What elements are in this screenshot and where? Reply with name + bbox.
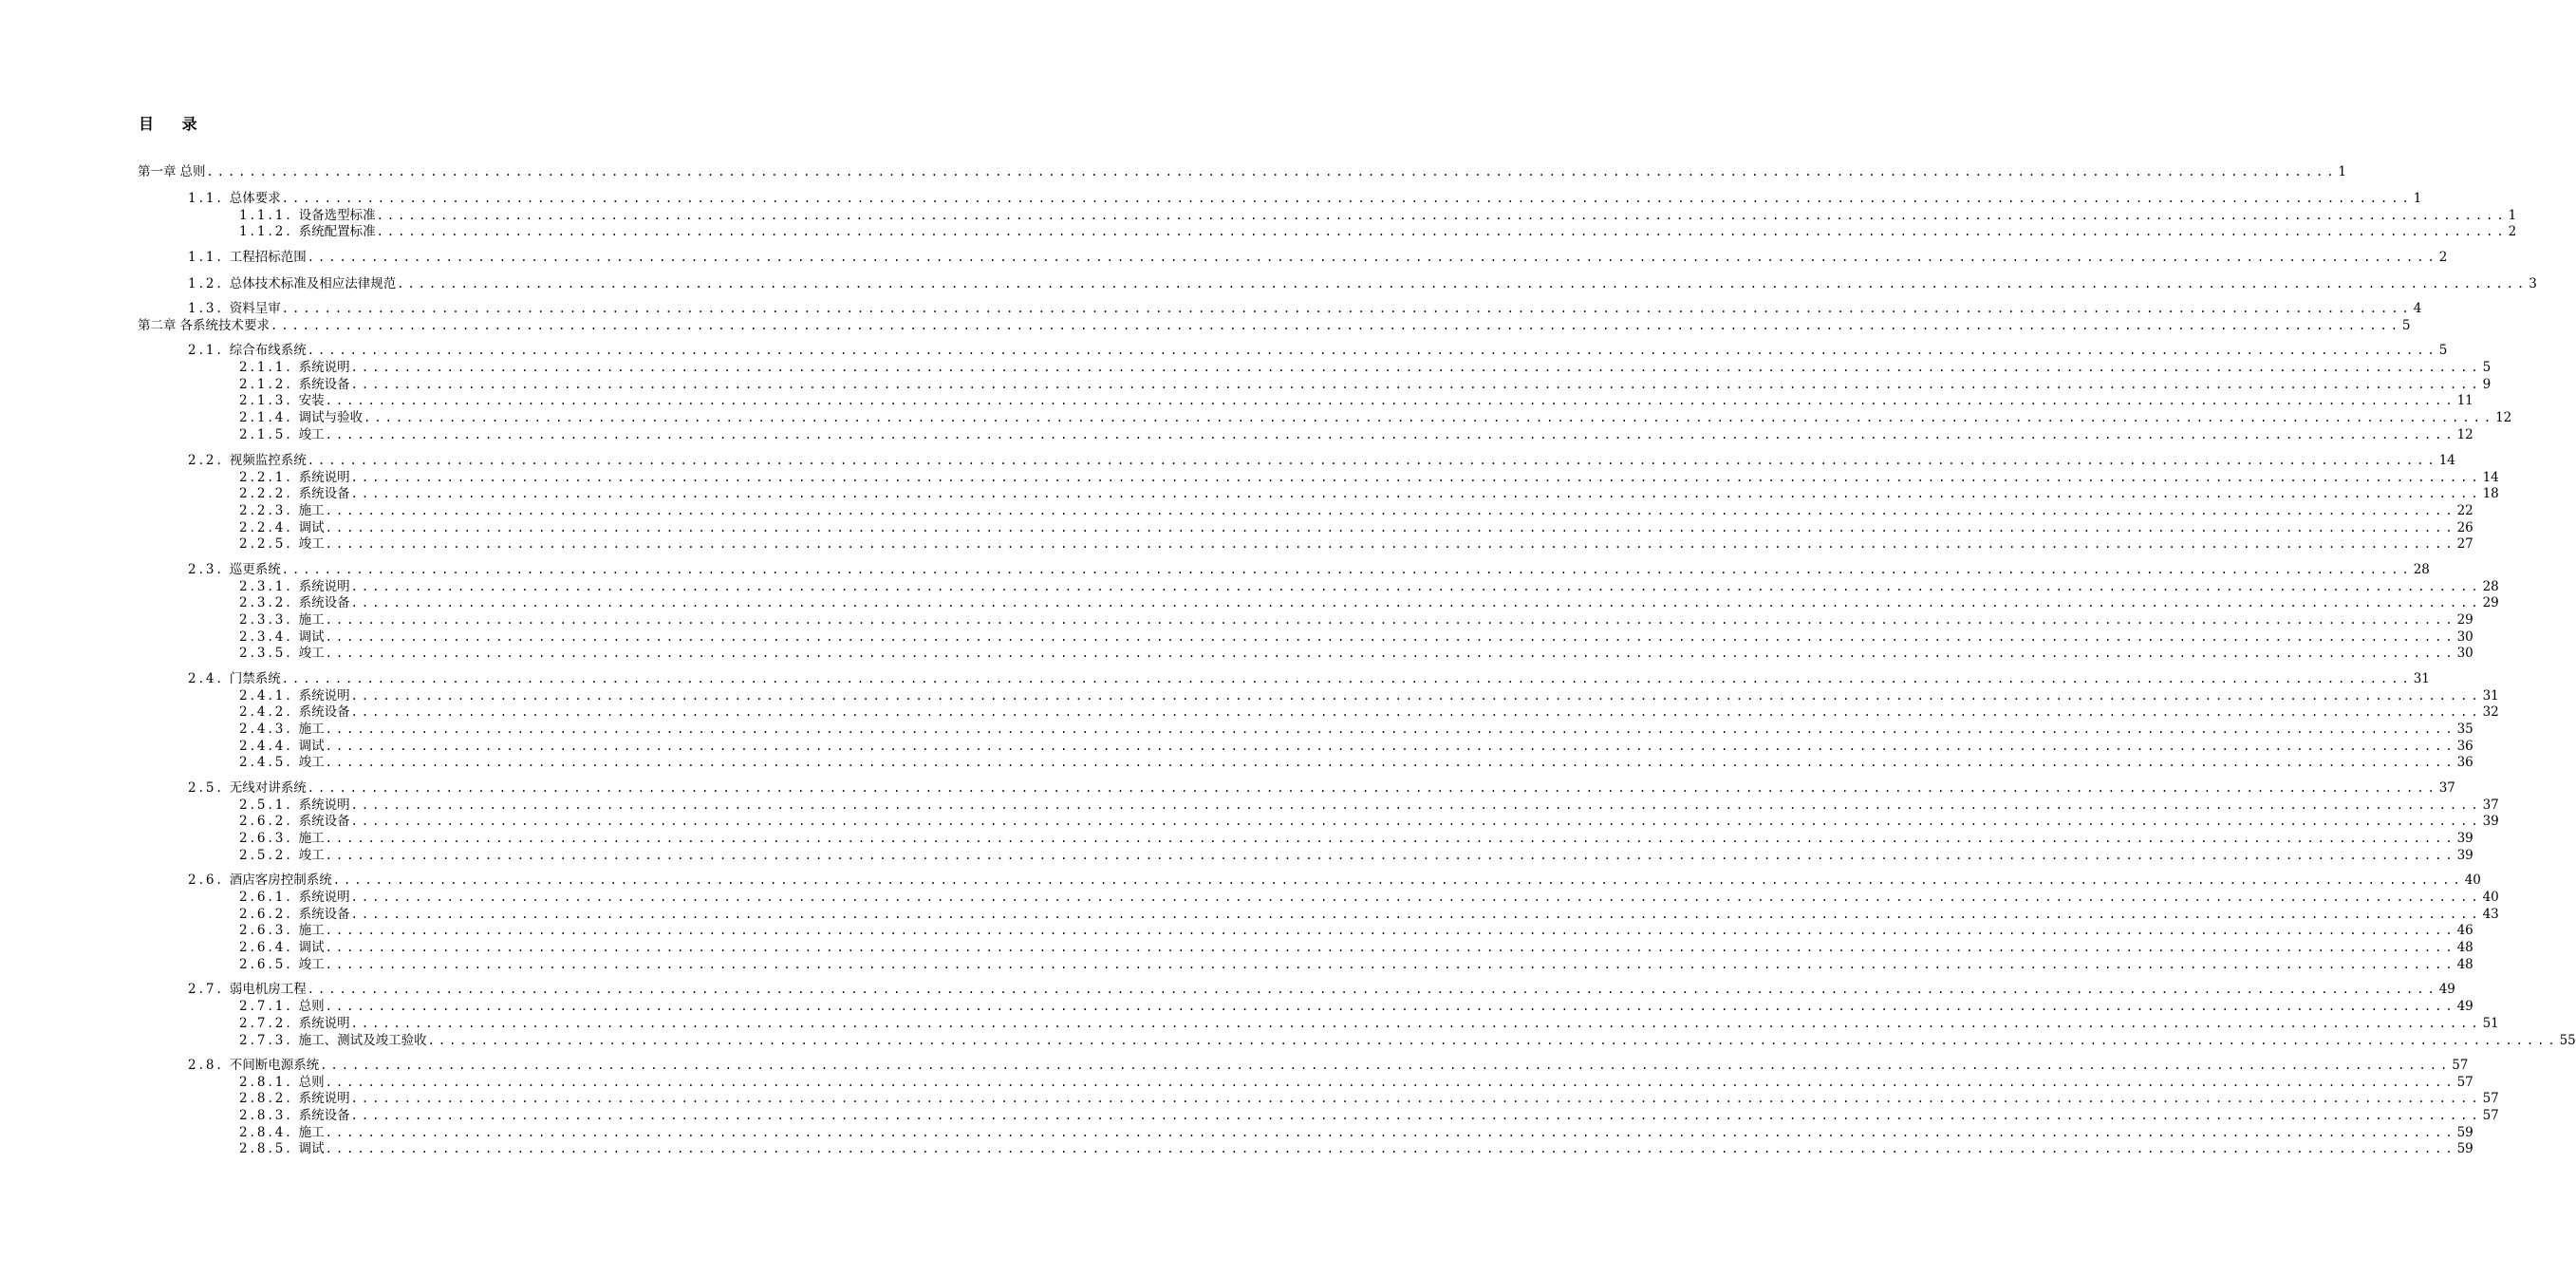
toc-page-number: 51 [2482, 1016, 2499, 1031]
toc-entry-number: 2.2. [188, 453, 224, 468]
toc-entry-title: 综合布线系统 [229, 343, 307, 358]
toc-dot-leader: ........................................................................................................................................................................................................ [325, 521, 2456, 535]
toc-entry-number: 1.3. [188, 301, 224, 316]
toc-dot-leader: ........................................................................................................................................................................................................ [307, 454, 2438, 467]
toc-entry[interactable] [188, 342, 2448, 359]
toc-dot-leader: ........................................................................................................................................................................................................ [325, 537, 2456, 551]
toc-dot-leader: ........................................................................................................................................................................................................ [281, 563, 2413, 576]
toc-entry[interactable] [239, 535, 2473, 553]
toc-entry-title: 安装 [298, 393, 325, 408]
toc-entry-number: 第一章 [138, 164, 177, 179]
toc-entry-number: 2.4.4. [239, 739, 293, 754]
toc-entry-number: 2.7.3. [239, 1033, 293, 1048]
toc-entry-title: 竣工 [298, 957, 325, 972]
toc-entry[interactable] [239, 721, 2473, 738]
toc-dot-leader: ........................................................................................................................................................................................................ [325, 1000, 2456, 1013]
toc-entry-title: 竣工 [298, 646, 325, 661]
toc-entry-title: 系统说明 [298, 890, 350, 905]
toc-page-number: 39 [2456, 848, 2473, 863]
toc-dot-leader: ........................................................................................................................................................................................................ [350, 908, 2482, 921]
toc-page-number: 49 [2456, 999, 2473, 1014]
toc-page-number: 29 [2456, 612, 2473, 628]
toc-entry[interactable] [188, 779, 2455, 797]
toc-entry-number: 2.1.3. [239, 393, 293, 408]
toc-page-number: 37 [2438, 780, 2455, 796]
toc-page-number: 36 [2456, 755, 2473, 770]
toc-entry[interactable] [239, 906, 2499, 923]
toc-entry-title: 施工 [298, 831, 325, 846]
toc-entry-number: 2.4. [188, 671, 224, 686]
toc-dot-leader: ........................................................................................................................................................................................................ [307, 251, 2438, 264]
toc-page-number: 59 [2456, 1125, 2473, 1140]
toc-entry-title: 设备选型标准 [298, 208, 376, 223]
toc-entry-number: 2.4.1. [239, 688, 293, 704]
toc-entry-title: 酒店客房控制系统 [229, 873, 332, 888]
toc-entry-title: 系统设备 [298, 377, 350, 392]
toc-page-number: 46 [2456, 923, 2473, 938]
toc-dot-leader: ........................................................................................................................................................................................................ [325, 756, 2456, 769]
toc-dot-leader: ........................................................................................................................................................................................................ [325, 1142, 2456, 1155]
toc-entry-number: 2.3.1. [239, 579, 293, 594]
toc-dot-leader: ........................................................................................................................................................................................................ [320, 1059, 2452, 1072]
toc-entry[interactable] [239, 611, 2473, 629]
toc-entry[interactable] [188, 300, 2422, 317]
toc-entry-number: 2.5.2. [239, 848, 293, 863]
toc-entry-number: 2.8.3. [239, 1108, 293, 1123]
toc-page-number: 14 [2482, 470, 2499, 485]
toc-entry-title: 施工、测试及竣工验收 [298, 1033, 427, 1048]
toc-entry-number: 2.5.1. [239, 798, 293, 813]
toc-entry-number: 2.3.4. [239, 629, 293, 645]
toc-entry[interactable] [239, 376, 2492, 393]
toc-entry[interactable] [239, 939, 2473, 956]
toc-entry-number: 2.7. [188, 982, 224, 997]
toc-dot-leader: ........................................................................................................................................................................................................ [325, 613, 2456, 627]
toc-entry[interactable] [239, 956, 2473, 973]
toc-entry-title: 施工 [298, 612, 325, 628]
toc-page-number: 57 [2452, 1058, 2469, 1073]
toc-entry[interactable] [239, 1090, 2499, 1107]
toc-entry-number: 1.1.2. [239, 224, 293, 239]
toc-entry-number: 1.1. [188, 191, 224, 206]
toc-page-number: 1 [2508, 208, 2517, 223]
toc-page-number: 31 [2413, 671, 2430, 686]
toc-entry[interactable] [239, 1015, 2499, 1032]
toc-entry[interactable] [188, 452, 2455, 469]
toc-page-number: 4 [2413, 301, 2422, 316]
toc-entry-number: 2.1.2. [239, 377, 293, 392]
toc-entry-number: 2.8. [188, 1058, 224, 1073]
toc-page-number: 37 [2482, 798, 2499, 813]
toc-entry-number: 2.7.1. [239, 999, 293, 1014]
toc-entry-title: 总则 [298, 1075, 325, 1090]
toc-entry[interactable] [188, 561, 2430, 578]
toc-entry[interactable] [239, 629, 2473, 646]
toc-entry[interactable] [138, 317, 2411, 334]
toc-dot-leader: ........................................................................................................................................................................................................ [325, 958, 2456, 971]
toc-entry-number: 2.4.5. [239, 755, 293, 770]
toc-entry[interactable] [239, 830, 2473, 847]
toc-entry-title: 系统设备 [298, 704, 350, 720]
toc-entry-number: 2.6.2. [239, 814, 293, 829]
toc-entry-title: 系统配置标准 [298, 224, 376, 239]
toc-entry-title: 无线对讲系统 [229, 780, 307, 796]
toc-entry[interactable] [239, 578, 2499, 595]
toc-dot-leader: ........................................................................................................................................................................................................ [332, 873, 2464, 887]
toc-entry-number: 2.5. [188, 780, 224, 796]
toc-page-number: 57 [2482, 1091, 2499, 1106]
toc-page-number: 12 [2495, 410, 2512, 425]
toc-page-number: 28 [2413, 562, 2430, 577]
toc-entry[interactable] [239, 704, 2499, 721]
toc-page-number: 30 [2456, 629, 2473, 645]
toc-entry-title: 调试 [298, 629, 325, 645]
toc-entry-number: 2.1.5. [239, 427, 293, 442]
toc-entry-number: 2.2.2. [239, 486, 293, 501]
toc-dot-leader: ........................................................................................................................................................................................................ [325, 647, 2456, 660]
toc-entry-title: 资料呈审 [229, 301, 281, 316]
toc-page-number: 31 [2482, 688, 2499, 704]
toc-entry-title: 不间断电源系统 [229, 1058, 320, 1073]
toc-page-number: 9 [2482, 377, 2492, 392]
toc-entry-title: 系统设备 [298, 907, 350, 922]
toc-entry[interactable] [239, 738, 2473, 755]
toc-dot-leader: ........................................................................................................................................................................................................ [281, 672, 2413, 685]
toc-entry[interactable] [239, 426, 2473, 443]
toc-entry-number: 2.6.3. [239, 831, 293, 846]
toc-dot-leader: ........................................................................................................................................................................................................ [271, 319, 2401, 332]
toc-entry[interactable] [188, 1057, 2469, 1074]
toc-entry-title: 总体要求 [229, 191, 281, 206]
toc-entry-title: 调试与验收 [298, 410, 364, 425]
toc-dot-leader: ........................................................................................................................................................................................................ [325, 428, 2456, 441]
toc-entry[interactable] [239, 469, 2499, 486]
toc-entry[interactable] [188, 670, 2430, 687]
toc-entry[interactable] [239, 392, 2473, 409]
toc-dot-leader: ........................................................................................................................................................................................................ [350, 891, 2482, 904]
toc-page-number: 32 [2482, 704, 2499, 720]
toc-entry-title: 各系统技术要求 [179, 318, 270, 333]
toc-entry-title: 系统说明 [298, 1016, 350, 1031]
toc-dot-leader: ........................................................................................................................................................................................................ [350, 1109, 2482, 1122]
toc-entry-title: 竣工 [298, 848, 325, 863]
toc-dot-leader: ........................................................................................................................................................................................................ [325, 722, 2456, 736]
toc-dot-leader: ........................................................................................................................................................................................................ [325, 630, 2456, 644]
toc-entry-title: 调试 [298, 1141, 325, 1156]
toc-entry[interactable] [239, 645, 2473, 662]
toc-entry[interactable] [239, 813, 2499, 830]
toc-page-number: 22 [2456, 503, 2473, 518]
toc-entry-title: 系统说明 [298, 1091, 350, 1106]
toc-dot-leader: ........................................................................................................................................................................................................ [206, 165, 2338, 178]
toc-dot-leader: ........................................................................................................................................................................................................ [281, 302, 2413, 315]
toc-entry-number: 1.1. [188, 250, 224, 265]
toc-dot-leader: ........................................................................................................................................................................................................ [325, 832, 2456, 845]
toc-entry-title: 门禁系统 [229, 671, 281, 686]
toc-entry[interactable] [239, 1124, 2473, 1141]
toc-entry-title: 工程招标范围 [229, 250, 307, 265]
toc-entry-number: 2.1.4. [239, 410, 293, 425]
toc-page-number: 55 [2559, 1033, 2576, 1048]
toc-dot-leader: ........................................................................................................................................................................................................ [307, 781, 2438, 795]
toc-entry-number: 2.2.3. [239, 503, 293, 518]
toc-entry-title: 总则 [179, 164, 206, 179]
toc-entry[interactable] [239, 998, 2473, 1015]
toc-entry[interactable] [239, 502, 2473, 519]
toc-page-number: 48 [2456, 957, 2473, 972]
toc-dot-leader: ........................................................................................................................................................................................................ [350, 798, 2482, 812]
toc-dot-leader: ........................................................................................................................................................................................................ [350, 815, 2482, 828]
toc-entry[interactable] [239, 922, 2473, 939]
toc-entry-title: 调试 [298, 940, 325, 955]
toc-entry-number: 2.6. [188, 873, 224, 888]
toc-page-number: 18 [2482, 486, 2499, 501]
toc-entry-number: 2.6.5. [239, 957, 293, 972]
toc-entry-number: 2.1.1. [239, 360, 293, 375]
toc-dot-leader: ........................................................................................................................................................................................................ [350, 596, 2482, 610]
toc-entry-number: 1.1.1. [239, 208, 293, 223]
toc-entry-title: 施工 [298, 503, 325, 518]
toc-dot-leader: ........................................................................................................................................................................................................ [325, 924, 2456, 937]
toc-page-number: 40 [2464, 873, 2481, 888]
toc-page-number: 27 [2456, 536, 2473, 552]
toc-dot-leader: ........................................................................................................................................................................................................ [307, 344, 2438, 357]
toc-dot-leader: ........................................................................................................................................................................................................ [325, 504, 2456, 517]
toc-entry-number: 2.4.3. [239, 722, 293, 737]
toc-entry[interactable] [239, 359, 2492, 376]
toc-dot-leader: ........................................................................................................................................................................................................ [325, 849, 2456, 862]
toc-entry-number: 2.6.4. [239, 940, 293, 955]
toc-entry[interactable] [188, 190, 2422, 207]
toc-entry-number: 2.3. [188, 562, 224, 577]
toc-dot-leader: ........................................................................................................................................................................................................ [325, 941, 2456, 954]
toc-title: 目 录 [139, 115, 209, 133]
toc-dot-leader: ........................................................................................................................................................................................................ [376, 225, 2508, 238]
toc-entry[interactable] [239, 847, 2473, 864]
toc-entry[interactable] [188, 872, 2481, 889]
toc-page-number: 29 [2482, 595, 2499, 610]
toc-entry-number: 2.2.5. [239, 536, 293, 552]
toc-entry-number: 2.8.4. [239, 1125, 293, 1140]
toc-entry-number: 2.8.5. [239, 1141, 293, 1156]
toc-entry-title: 总体技术标准及相应法律规范 [229, 276, 397, 291]
toc-entry[interactable] [188, 249, 2448, 266]
toc-page-number: 57 [2482, 1108, 2499, 1123]
toc-dot-leader: ........................................................................................................................................................................................................ [325, 740, 2456, 753]
toc-page-number: 11 [2456, 393, 2473, 408]
toc-dot-leader: ........................................................................................................................................................................................................ [325, 394, 2456, 407]
toc-entry-number: 2.8.1. [239, 1075, 293, 1090]
toc-entry-number: 2.2.1. [239, 470, 293, 485]
toc-page-number: 59 [2456, 1141, 2473, 1156]
toc-page-number: 2 [2508, 224, 2517, 239]
toc-page-number: 39 [2456, 831, 2473, 846]
toc-entry-number: 2.6.2. [239, 907, 293, 922]
toc-page-number: 28 [2482, 579, 2499, 594]
toc-dot-leader: ........................................................................................................................................................................................................ [350, 705, 2482, 719]
toc-dot-leader: ........................................................................................................................................................................................................ [350, 1092, 2482, 1105]
toc-dot-leader: ........................................................................................................................................................................................................ [350, 689, 2482, 703]
toc-entry-title: 调试 [298, 739, 325, 754]
toc-entry-title: 视频监控系统 [229, 453, 307, 468]
toc-dot-leader: ........................................................................................................................................................................................................ [350, 1017, 2482, 1030]
toc-dot-leader: ........................................................................................................................................................................................................ [364, 411, 2495, 424]
toc-entry[interactable] [239, 687, 2499, 704]
toc-page-number: 30 [2456, 646, 2473, 661]
toc-page-number: 43 [2482, 907, 2499, 922]
toc-entry[interactable] [239, 1107, 2499, 1124]
toc-entry[interactable] [239, 519, 2473, 536]
toc-entry-title: 施工 [298, 1125, 325, 1140]
toc-page-number: 5 [2482, 360, 2492, 375]
toc-entry-title: 施工 [298, 722, 325, 737]
toc-entry-title: 施工 [298, 923, 325, 938]
toc-entry[interactable] [239, 594, 2499, 611]
toc-entry[interactable] [239, 889, 2499, 906]
toc-dot-leader: ........................................................................................................................................................................................................ [350, 378, 2482, 391]
toc-entry-number: 2.3.2. [239, 595, 293, 610]
toc-page-number: 2 [2438, 250, 2448, 265]
toc-entry[interactable] [239, 1032, 2576, 1049]
toc-page-number: 36 [2456, 739, 2473, 754]
toc-entry-title: 调试 [298, 520, 325, 535]
toc-entry-number: 2.4.2. [239, 704, 293, 720]
toc-entry-title: 系统说明 [298, 579, 350, 594]
toc-dot-leader: ........................................................................................................................................................................................................ [350, 361, 2482, 374]
toc-entry[interactable] [239, 1140, 2473, 1157]
toc-dot-leader: ........................................................................................................................................................................................................ [325, 1076, 2456, 1089]
toc-entry[interactable] [239, 485, 2499, 502]
toc-entry[interactable] [239, 223, 2517, 240]
toc-page-number: 35 [2456, 722, 2473, 737]
toc-page-number: 39 [2482, 814, 2499, 829]
toc-page-number: 49 [2438, 982, 2455, 997]
toc-entry-title: 系统设备 [298, 595, 350, 610]
toc-page-number: 5 [2401, 318, 2411, 333]
toc-page-number: 3 [2529, 276, 2537, 291]
toc-entry-title: 竣工 [298, 536, 325, 552]
toc-entry-number: 2.3.5. [239, 646, 293, 661]
toc-entry-title: 弱电机房工程 [229, 982, 307, 997]
toc-entry-title: 总则 [298, 999, 325, 1014]
toc-entry[interactable] [239, 1074, 2473, 1091]
toc-entry-number: 2.1. [188, 343, 224, 358]
toc-page-number: 57 [2456, 1075, 2473, 1090]
toc-entry[interactable] [239, 207, 2517, 224]
toc-entry[interactable] [138, 163, 2347, 180]
toc-dot-leader: ........................................................................................................................................................................................................ [427, 1034, 2559, 1047]
toc-dot-leader: ........................................................................................................................................................................................................ [350, 487, 2482, 500]
toc-dot-leader: ........................................................................................................................................................................................................ [397, 277, 2529, 291]
toc-dot-leader: ........................................................................................................................................................................................................ [350, 471, 2482, 484]
toc-entry-title: 系统说明 [298, 688, 350, 704]
toc-page-number: 5 [2438, 343, 2448, 358]
toc-entry-title: 竣工 [298, 755, 325, 770]
toc-entry-number: 2.8.2. [239, 1091, 293, 1106]
toc-entry-title: 系统设备 [298, 1108, 350, 1123]
toc-entry-number: 第二章 [138, 318, 177, 333]
toc-page-number: 40 [2482, 890, 2499, 905]
toc-entry-number: 2.6.3. [239, 923, 293, 938]
toc-page-number: 1 [2338, 164, 2347, 179]
toc-entry-number: 2.7.2. [239, 1016, 293, 1031]
toc-page-number: 14 [2438, 453, 2455, 468]
toc-entry-title: 系统说明 [298, 360, 350, 375]
toc-entry-title: 系统设备 [298, 486, 350, 501]
toc-entry-title: 系统说明 [298, 798, 350, 813]
toc-dot-leader: ........................................................................................................................................................................................................ [350, 580, 2482, 593]
toc-dot-leader: ........................................................................................................................................................................................................ [376, 209, 2508, 222]
toc-entry-title: 系统设备 [298, 814, 350, 829]
toc-page-number: 12 [2456, 427, 2473, 442]
toc-dot-leader: ........................................................................................................................................................................................................ [281, 192, 2413, 205]
toc-entry[interactable] [239, 409, 2512, 426]
toc-entry[interactable] [239, 797, 2499, 814]
toc-entry-title: 系统说明 [298, 470, 350, 485]
toc-page-number: 1 [2413, 191, 2422, 206]
toc-entry-number: 2.6.1. [239, 890, 293, 905]
toc-entry-title: 巡更系统 [229, 562, 281, 577]
toc-entry-number: 2.3.3. [239, 612, 293, 628]
toc-page-number: 48 [2456, 940, 2473, 955]
toc-entry-number: 1.2. [188, 276, 224, 291]
toc-entry-title: 竣工 [298, 427, 325, 442]
toc-dot-leader: ........................................................................................................................................................................................................ [307, 983, 2438, 996]
toc-entry-number: 2.2.4. [239, 520, 293, 535]
toc-page-number: 26 [2456, 520, 2473, 535]
toc-dot-leader: ........................................................................................................................................................................................................ [325, 1126, 2456, 1139]
toc-entry[interactable] [188, 275, 2537, 292]
toc-entry[interactable] [188, 981, 2455, 998]
toc-entry[interactable] [239, 754, 2473, 771]
